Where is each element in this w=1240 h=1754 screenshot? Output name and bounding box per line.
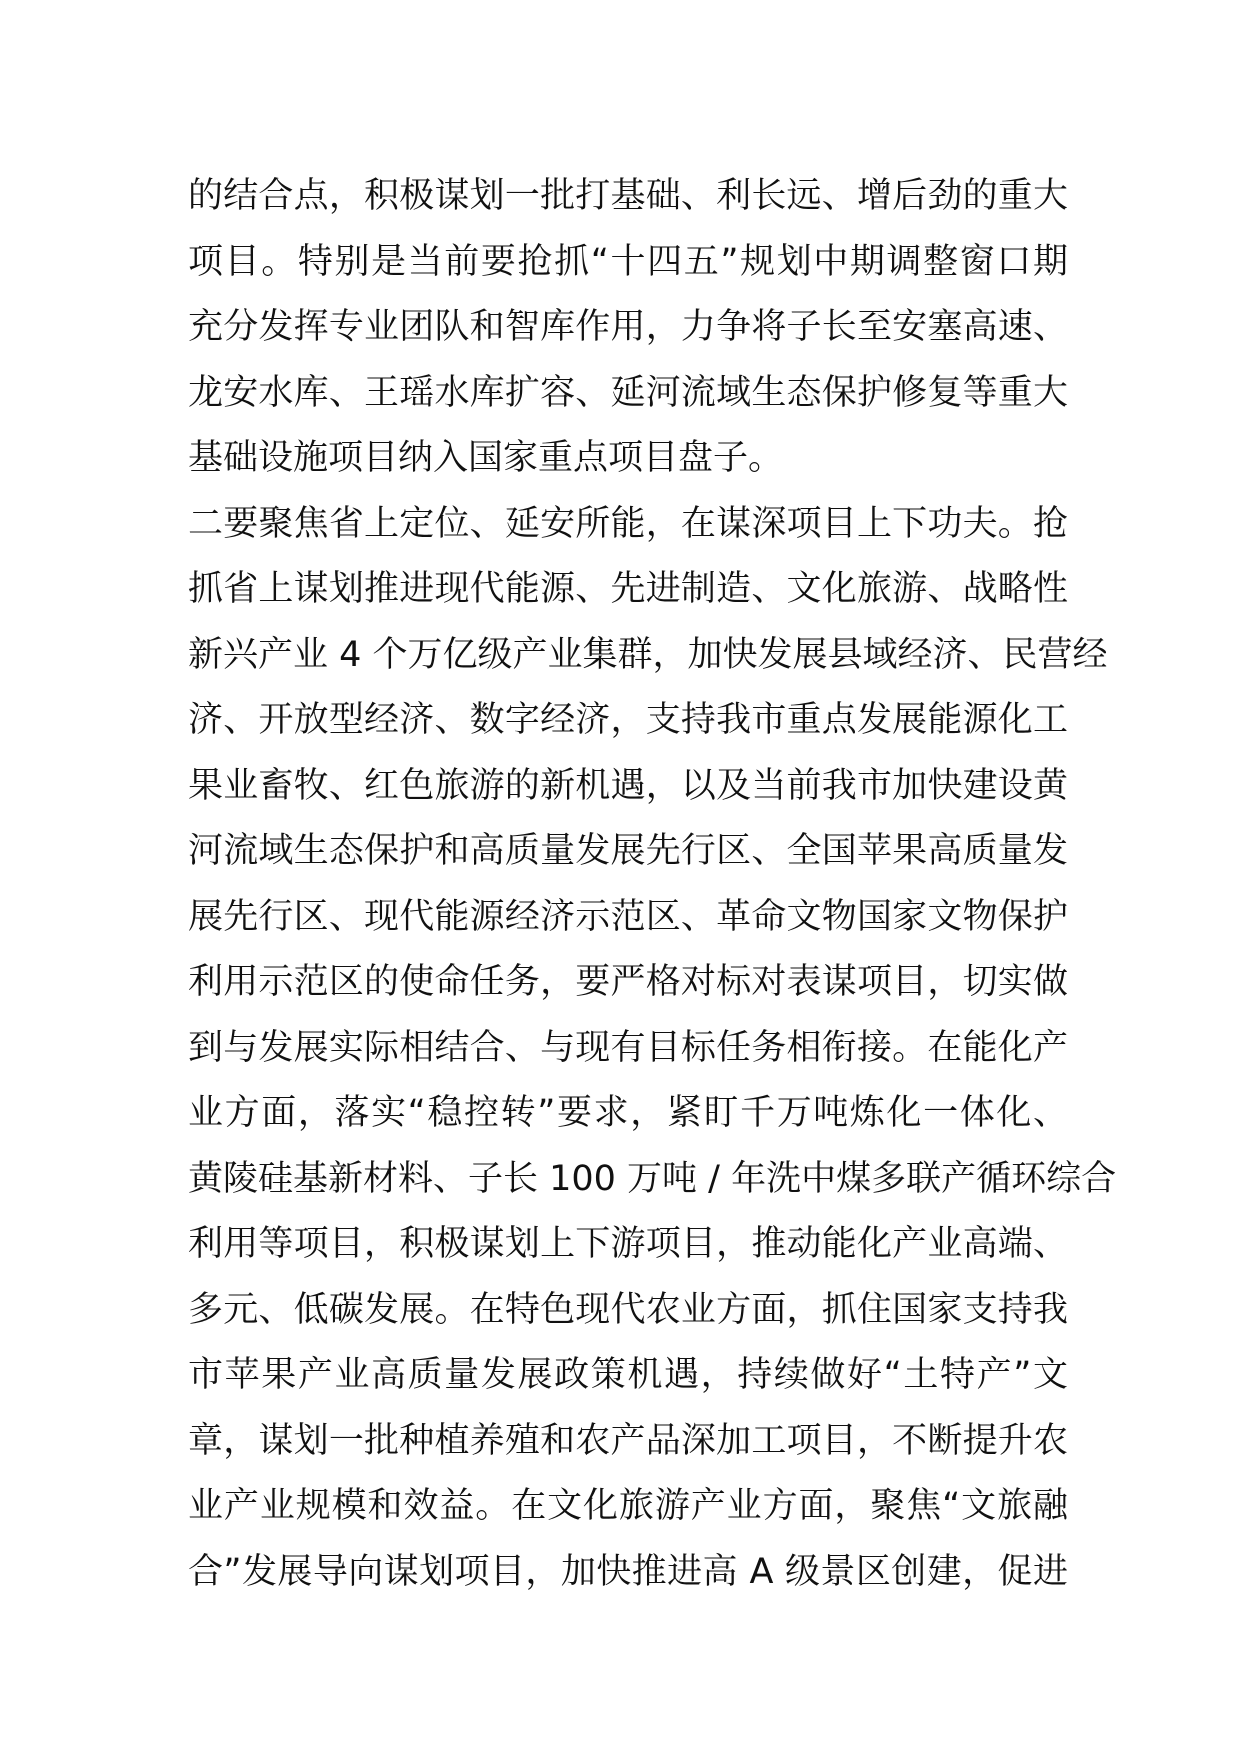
text-line: 合”发展导向谋划项目，加快推进高 A 级景区创建，促进 [188,1551,1068,1592]
text-line: 展先行区、现代能源经济示范区、革命文物国家文物保护 [188,896,1068,937]
text-line: 到与发展实际相结合、与现有目标任务相衔接。在能化产 [188,1027,1068,1068]
text-line: 果业畜牧、红色旅游的新机遇，以及当前我市加快建设黄 [188,765,1068,806]
text-line: 二要聚焦省上定位、延安所能，在谋深项目上下功夫。抢 [188,503,1068,544]
text-line: 业产业规模和效益。在文化旅游产业方面，聚焦“文旅融 [188,1486,1068,1526]
text-line: 基础设施项目纳入国家重点项目盘子。 [188,438,784,478]
text-line: 利用示范区的使命任务，要严格对标对表谋项目，切实做 [188,962,1068,1002]
text-line: 抓省上谋划推进现代能源、先进制造、文化旅游、战略性 [188,569,1068,609]
text-line: 河流域生态保护和高质量发展先行区、全国苹果高质量发 [188,831,1068,871]
text-line: 济、开放型经济、数字经济，支持我市重点发展能源化工 [188,700,1068,740]
text-line: 黄陵硅基新材料、子长 100 万吨 / 年洗中煤多联产循环综合 [188,1158,1117,1199]
text-line: 市苹果产业高质量发展政策机遇，持续做好“土特产”文 [188,1355,1068,1395]
text-line: 龙安水库、王瑶水库扩容、延河流域生态保护修复等重大 [188,372,1068,413]
body-text [188,164,1117,1605]
text-line: 的结合点，积极谋划一批打基础、利长远、增后劲的重大 [188,176,1068,216]
text-line: 充分发挥专业团队和智库作用，力争将子长至安塞高速、 [188,307,1068,347]
text-line: 项目。特别是当前要抢抓“十四五”规划中期调整窗口期 [188,241,1068,282]
text-line: 多元、低碳发展。在特色现代农业方面，抓住国家支持我 [188,1289,1068,1330]
text-line: 新兴产业 4 个万亿级产业集群，加快发展县域经济、民营经 [188,634,1108,675]
text-line: 章，谋划一批种植养殖和农产品深加工项目，不断提升农 [188,1420,1068,1461]
text-line: 业方面，落实“稳控转”要求，紧盯千万吨炼化一体化、 [188,1093,1068,1133]
text-line: 利用等项目，积极谋划上下游项目，推动能化产业高端、 [188,1224,1068,1264]
